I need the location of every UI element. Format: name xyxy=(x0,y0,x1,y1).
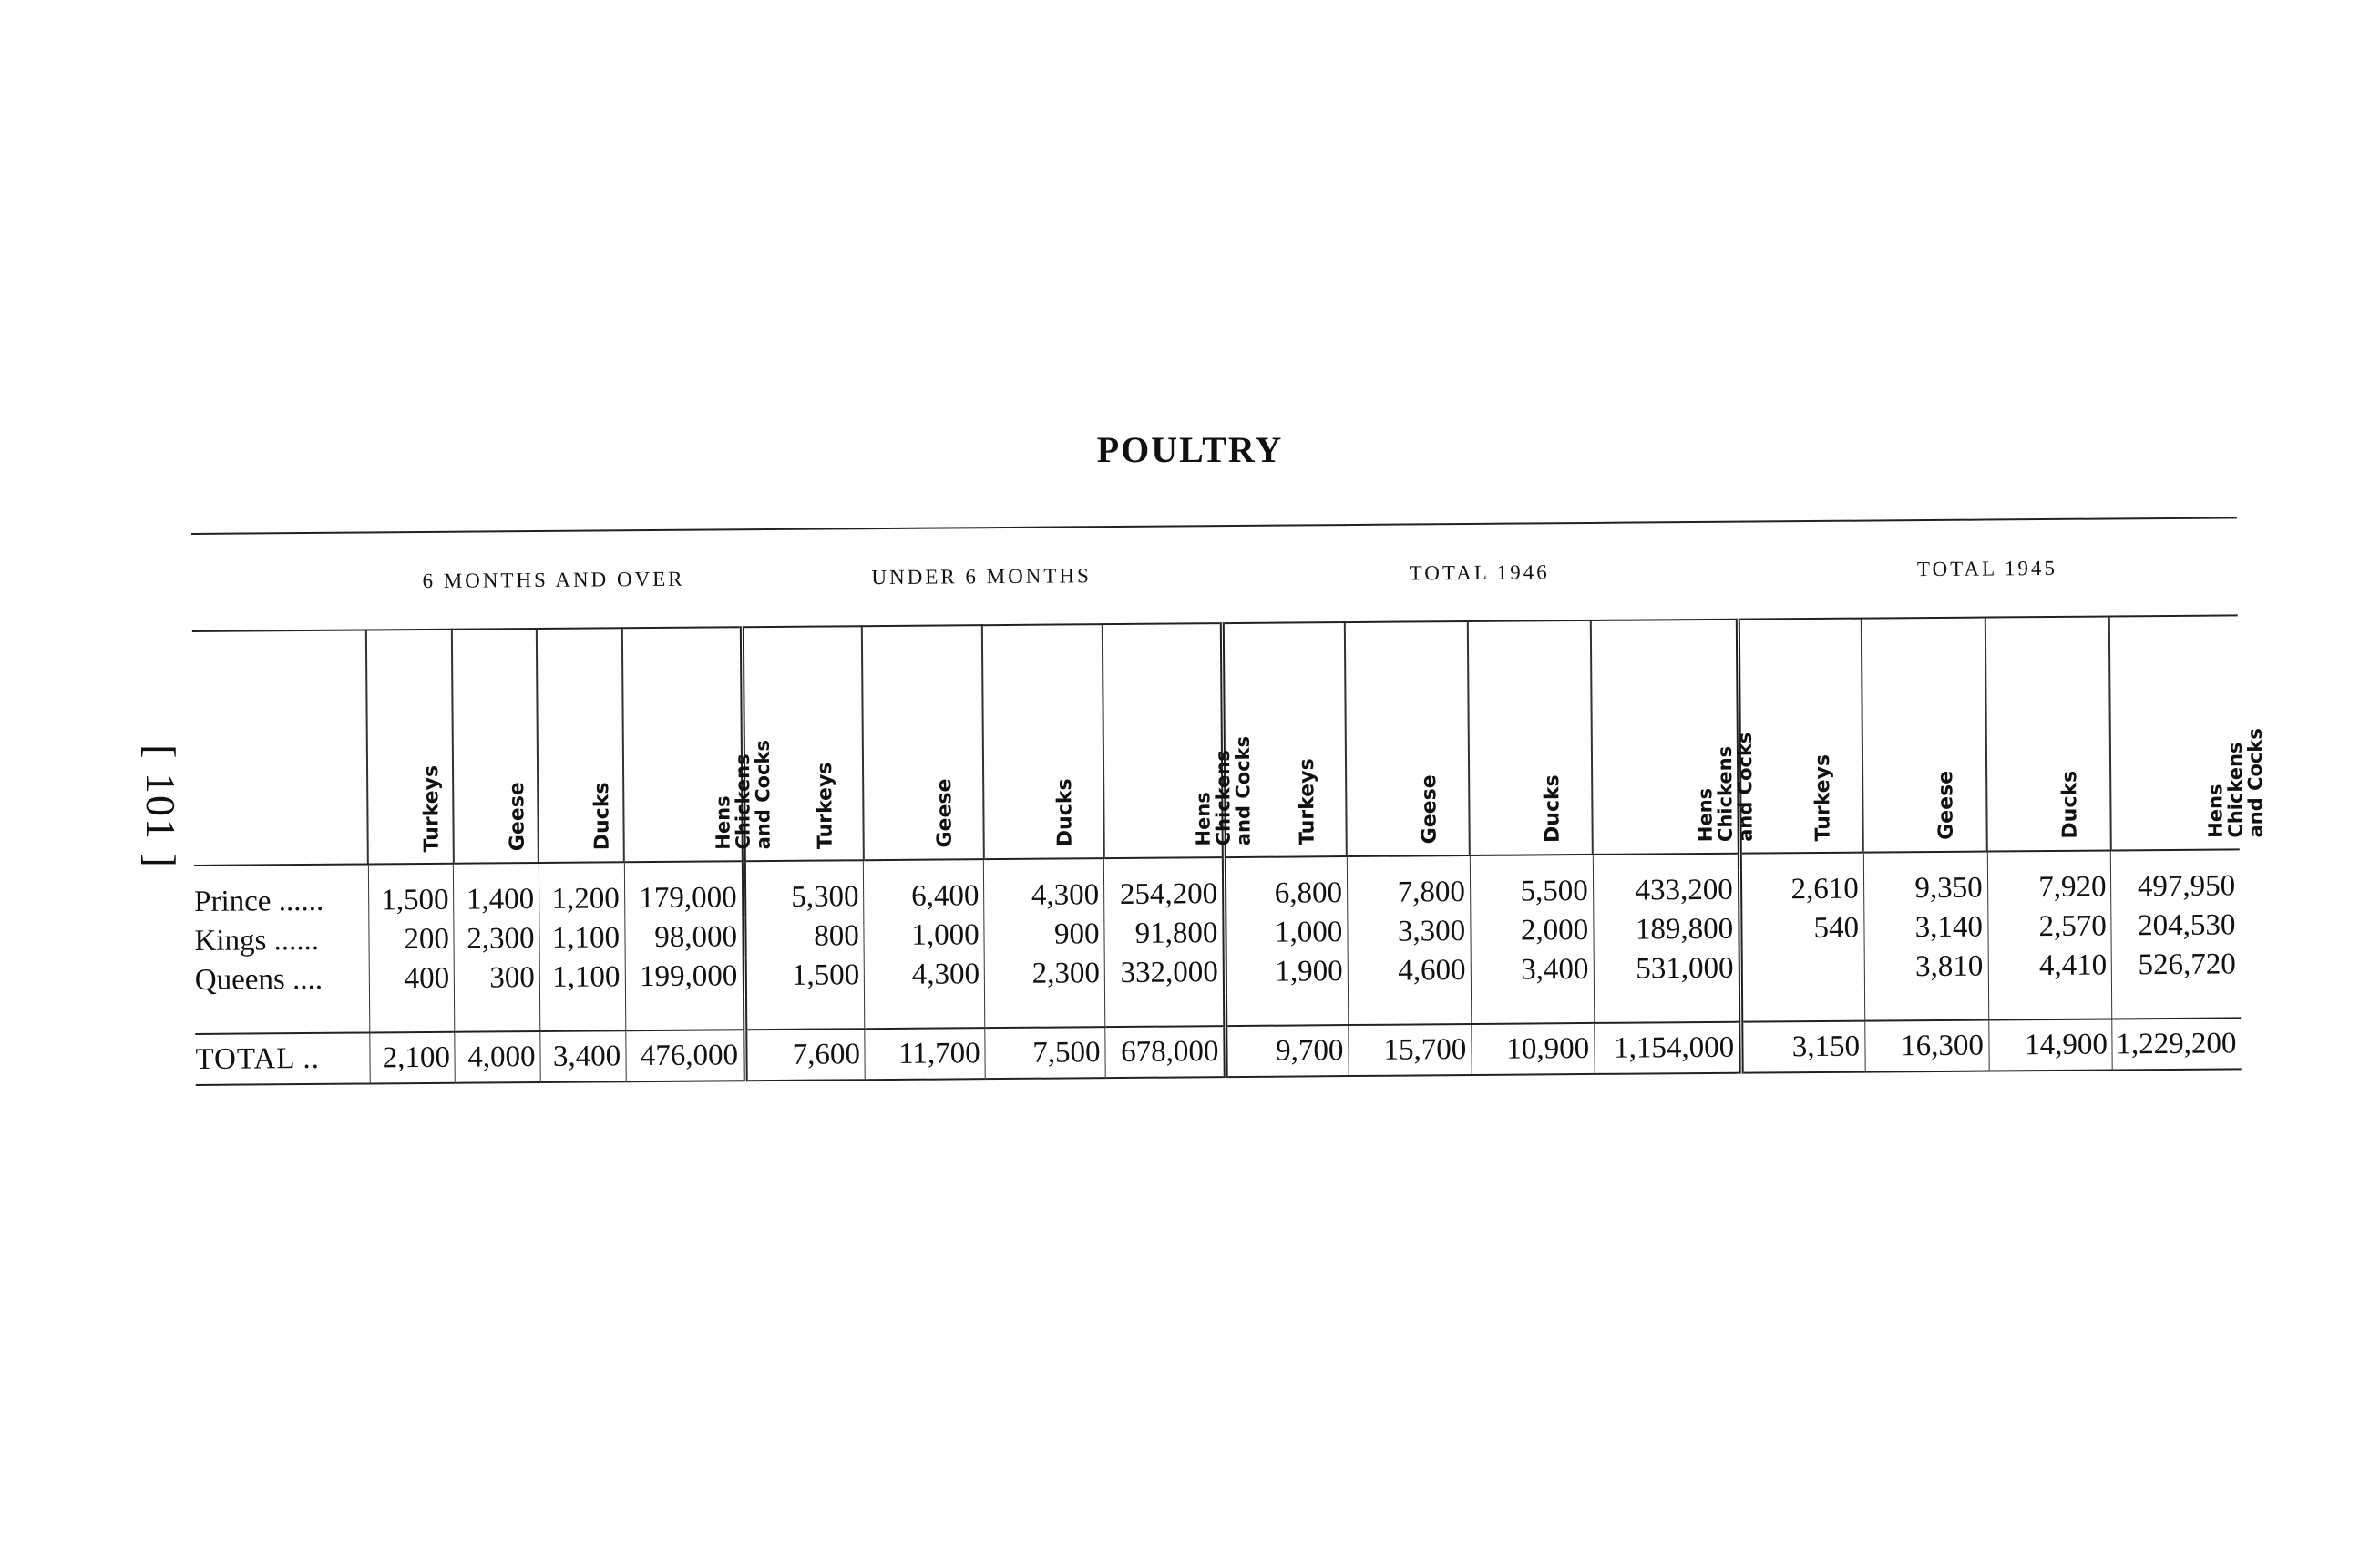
data-cell: 2,300 xyxy=(454,919,539,959)
poultry-table-container xyxy=(191,517,2267,1086)
spacer-cell xyxy=(1348,990,1471,1025)
data-cell: 2,000 xyxy=(1471,911,1594,951)
data-cell: 2,570 xyxy=(1987,907,2111,947)
data-cell: 332,000 xyxy=(1104,953,1225,993)
column-header-label: Geese xyxy=(1417,774,1441,845)
data-cell: 2,100 xyxy=(370,1032,456,1084)
stub-group-header xyxy=(191,532,366,630)
column-header-label: Hens Chickens and Cocks xyxy=(712,739,775,850)
spacer-cell xyxy=(2112,984,2241,1019)
data-cell: 9,350 xyxy=(1863,869,1987,909)
data-cell: 4,600 xyxy=(1348,951,1471,991)
column-header-row xyxy=(192,615,2240,866)
spacer-cell xyxy=(1225,991,1348,1026)
data-cell: 254,200 xyxy=(1104,875,1225,915)
spacer-cell xyxy=(540,997,626,1031)
stub-column-header xyxy=(192,630,368,865)
page-title: POULTRY xyxy=(1096,429,1284,470)
data-cell: 199,000 xyxy=(625,957,744,997)
column-header-label: Geese xyxy=(1934,770,1958,840)
data-cell: 300 xyxy=(455,958,540,999)
column-header-total-1946-hens xyxy=(1591,620,1757,855)
column-header-label: Turkeys xyxy=(1295,757,1319,845)
column-header-label: Ducks xyxy=(590,782,615,851)
data-cell: 1,500 xyxy=(744,956,865,996)
page-number-text: [ 101 ] xyxy=(137,743,184,869)
data-cell: 98,000 xyxy=(624,917,744,958)
spacer-cell xyxy=(1471,989,1594,1024)
data-cell: 3,400 xyxy=(540,1030,626,1082)
data-cell: 7,920 xyxy=(1987,867,2111,907)
column-header-total-1946-geese xyxy=(1345,621,1470,856)
row-label: Queens .... xyxy=(194,962,323,997)
data-cell: 15,700 xyxy=(1349,1024,1472,1076)
column-header-under-6-months-hens xyxy=(1102,623,1255,858)
data-cell: 7,800 xyxy=(1347,873,1470,913)
data-cell: 3,810 xyxy=(1864,948,1988,988)
column-header-label: Ducks xyxy=(2058,771,2082,839)
data-cell: 11,700 xyxy=(865,1028,985,1080)
data-cell: 179,000 xyxy=(624,878,744,918)
data-cell: 1,400 xyxy=(454,880,539,920)
group-header-total-1945: TOTAL 1945 xyxy=(1737,517,2238,619)
column-header-6-months-and-over-ducks xyxy=(537,628,624,863)
data-cell: 800 xyxy=(744,917,864,957)
data-cell: 4,000 xyxy=(455,1031,540,1083)
column-header-6-months-and-over-hens xyxy=(622,627,775,862)
spacer-cell xyxy=(454,863,539,881)
data-cell: 497,950 xyxy=(2111,866,2240,907)
spacer-cell xyxy=(1863,852,1987,870)
column-header-total-1946-turkeys xyxy=(1222,622,1347,857)
data-cell: 3,300 xyxy=(1348,912,1471,952)
column-header-6-months-and-over-turkeys xyxy=(366,630,454,865)
spacer-cell xyxy=(1470,855,1593,873)
spacer-cell xyxy=(455,998,540,1032)
column-header-label: Hens Chickens and Cocks xyxy=(1694,732,1757,843)
column-header-6-months-and-over-geese xyxy=(452,629,539,864)
group-header-6-months-and-over: 6 MONTHS AND OVER xyxy=(365,529,742,630)
spacer-cell xyxy=(1105,992,1226,1027)
spacer-cell xyxy=(864,859,984,877)
spacer-cell xyxy=(744,860,864,878)
data-cell: 1,154,000 xyxy=(1594,1022,1741,1074)
spacer-cell xyxy=(744,995,865,1030)
group-header-row xyxy=(191,517,2238,631)
data-cell: 9,700 xyxy=(1226,1025,1349,1077)
data-cell: 6,800 xyxy=(1224,874,1347,914)
data-cell: 189,800 xyxy=(1593,910,1739,950)
spacer-cell xyxy=(984,858,1104,876)
data-cell: 1,900 xyxy=(1225,952,1348,992)
spacer-cell xyxy=(195,999,370,1034)
data-cell: 3,150 xyxy=(1740,1021,1864,1073)
data-cell: 14,900 xyxy=(1988,1019,2112,1071)
spacer-cell xyxy=(2111,849,2240,867)
spacer-cell xyxy=(1594,989,1740,1023)
data-cell: 531,000 xyxy=(1594,949,1740,989)
spacer-cell xyxy=(1987,850,2111,868)
column-header-label: Turkeys xyxy=(1811,753,1835,842)
data-cell: 200 xyxy=(369,920,455,960)
column-header-label: Turkeys xyxy=(813,761,837,849)
data-cell: 526,720 xyxy=(2112,945,2241,985)
data-cell: 3,400 xyxy=(1471,950,1594,990)
data-cell: 16,300 xyxy=(1864,1020,1988,1072)
column-header-total-1945-hens xyxy=(2109,615,2267,850)
column-header-label: Ducks xyxy=(1052,778,1077,847)
data-cell: 1,229,200 xyxy=(2112,1018,2242,1070)
data-cell: 400 xyxy=(369,959,455,999)
column-header-total-1945-turkeys xyxy=(1738,619,1863,854)
data-cell: 4,300 xyxy=(865,955,985,995)
column-header-under-6-months-geese xyxy=(862,625,984,860)
data-cell: 2,300 xyxy=(984,954,1104,994)
spacer-cell xyxy=(368,864,454,882)
data-cell: 1,000 xyxy=(1225,913,1348,953)
spacer-cell xyxy=(624,861,744,879)
data-cell: 678,000 xyxy=(1105,1026,1226,1078)
data-cell: 900 xyxy=(984,915,1104,955)
column-header-total-1946-ducks xyxy=(1468,620,1593,855)
spacer-cell xyxy=(369,999,455,1033)
data-cell: 3,140 xyxy=(1863,908,1987,948)
column-header-label: Ducks xyxy=(1540,774,1564,844)
row-label: TOTAL .. xyxy=(195,1032,370,1085)
spacer-cell xyxy=(1224,856,1347,875)
column-header-label: Geese xyxy=(505,782,529,852)
spacer-cell xyxy=(985,993,1105,1028)
spacer-cell xyxy=(1103,857,1224,876)
data-cell: 476,000 xyxy=(625,1030,744,1081)
spacer-cell xyxy=(194,864,368,883)
data-cell: 4,410 xyxy=(1988,946,2112,986)
data-cell xyxy=(1740,948,1864,989)
data-cell: 204,530 xyxy=(2111,906,2240,946)
data-cell: 5,300 xyxy=(744,877,864,917)
data-cell: 5,500 xyxy=(1470,872,1593,912)
data-cell: 7,600 xyxy=(744,1029,865,1081)
group-header-total-1946: TOTAL 1946 xyxy=(1221,522,1738,623)
column-header-label: Hens Chickens and Cocks xyxy=(2204,727,2267,838)
spacer-cell xyxy=(1740,988,1864,1022)
spacer-cell xyxy=(539,862,624,880)
group-header-under-6-months: UNDER 6 MONTHS xyxy=(741,526,1222,627)
column-header-under-6-months-ducks xyxy=(982,624,1104,859)
data-cell: 4,300 xyxy=(984,876,1104,916)
data-cell: 433,200 xyxy=(1593,871,1739,911)
spacer-cell xyxy=(1988,985,2112,1019)
spacer-cell xyxy=(1739,853,1863,871)
data-cell: 2,610 xyxy=(1739,870,1863,910)
data-cell: 7,500 xyxy=(985,1027,1105,1079)
row-label: Prince ...... xyxy=(194,884,324,918)
row-label: Kings ...... xyxy=(194,923,320,958)
data-cell: 1,100 xyxy=(539,918,625,958)
column-header-label: Turkeys xyxy=(420,764,444,853)
spacer-cell xyxy=(625,996,744,1030)
data-cell: 1,100 xyxy=(539,958,625,998)
data-cell: 540 xyxy=(1740,909,1864,949)
data-cell: 1,000 xyxy=(864,916,984,956)
data-cell: 10,900 xyxy=(1472,1023,1595,1075)
spacer-cell xyxy=(1593,854,1739,872)
page-number xyxy=(133,743,188,869)
column-header-total-1945-ducks xyxy=(1985,616,2111,851)
data-cell: 91,800 xyxy=(1104,914,1225,954)
data-cell: 1,200 xyxy=(539,879,624,919)
data-cell: 6,400 xyxy=(864,876,984,917)
column-header-total-1945-geese xyxy=(1862,618,1987,853)
column-header-label: Hens Chickens and Cocks xyxy=(1192,735,1255,846)
spacer-cell xyxy=(1347,855,1470,874)
table-body xyxy=(194,849,2242,1085)
column-header-under-6-months-turkeys xyxy=(742,626,864,861)
column-header-label: Geese xyxy=(932,778,957,848)
data-cell: 1,500 xyxy=(368,881,454,921)
spacer-cell xyxy=(1864,987,1988,1021)
poultry-table xyxy=(191,517,2267,1086)
spacer-cell xyxy=(865,994,985,1029)
